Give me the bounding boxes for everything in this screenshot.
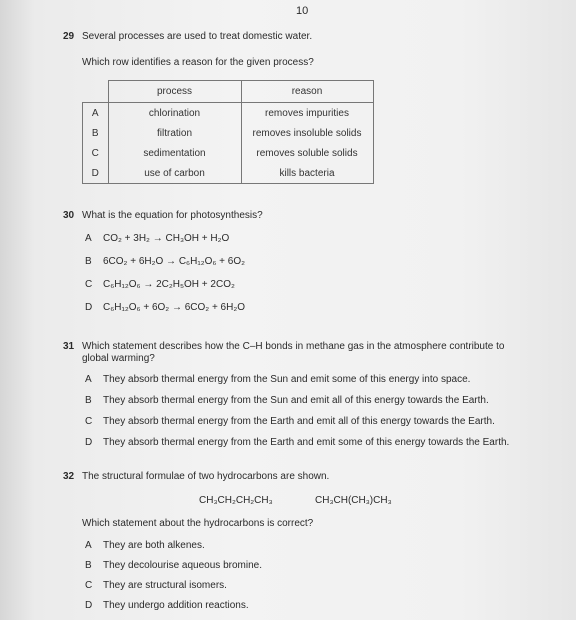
q32-number: 32	[63, 471, 75, 482]
header-reason: reason	[241, 81, 373, 103]
table-row	[83, 143, 374, 163]
row-reason: removes impurities	[241, 103, 373, 124]
q32-option-letter[interactable]: D	[85, 600, 93, 611]
q29-stem: Several processes are used to treat domestic water.	[82, 31, 313, 42]
q31-option-letter[interactable]: D	[85, 437, 93, 448]
q32-option-text: They undergo addition reactions.	[103, 600, 249, 611]
q31-option-text: They absorb thermal energy from the Earth and emit all of this energy towards the Earth.	[103, 416, 495, 427]
q29-table	[82, 80, 374, 184]
row-process: filtration	[108, 123, 241, 143]
q30-option-letter[interactable]: C	[85, 279, 93, 290]
q30-option-text: C₆H₁₂O₆ + 6O₂ → 6CO₂ + 6H₂O	[103, 302, 246, 313]
q30-option-letter[interactable]: A	[85, 233, 92, 244]
formula-butane: CH₃CH₂CH₂CH₃	[199, 495, 273, 506]
page-number: 10	[296, 5, 309, 17]
q32-option-letter[interactable]: A	[85, 540, 92, 551]
q30-option-letter[interactable]: B	[85, 256, 92, 267]
table-row	[83, 163, 374, 184]
row-reason: removes soluble solids	[241, 143, 373, 163]
row-process: chlorination	[108, 103, 241, 124]
q32-option-text: They are both alkenes.	[103, 540, 205, 551]
row-reason: kills bacteria	[241, 163, 373, 184]
q31-number: 31	[63, 341, 75, 352]
q32-question: Which statement about the hydrocarbons is correct?	[82, 518, 314, 529]
header-process: process	[108, 81, 241, 103]
q30-option-text: 6CO₂ + 6H₂O → C₆H₁₂O₆ + 6O₂	[103, 256, 246, 267]
q30-option-text: C₆H₁₂O₆ → 2C₂H₅OH + 2CO₂	[103, 279, 235, 290]
q31-option-text: They absorb thermal energy from the Sun and emit all of this energy towards the Earth.	[103, 395, 489, 406]
q32-option-text: They decolourise aqueous bromine.	[103, 560, 262, 571]
table-header-row	[83, 81, 374, 103]
q31-question-line2: global warming?	[82, 353, 155, 364]
q30-option-letter[interactable]: D	[85, 302, 93, 313]
q29-question: Which row identifies a reason for the given process?	[82, 57, 314, 68]
q32-stem: The structural formulae of two hydrocarbons are shown.	[82, 471, 330, 482]
q31-question-line1: Which statement describes how the C–H bonds in methane gas in the atmosphere contribute to	[82, 341, 505, 352]
q32-option-letter[interactable]: C	[85, 580, 93, 591]
row-process: use of carbon	[108, 163, 241, 184]
q31-option-letter[interactable]: C	[85, 416, 93, 427]
row-letter[interactable]: D	[83, 163, 109, 184]
row-letter[interactable]: B	[83, 123, 109, 143]
q31-option-letter[interactable]: B	[85, 395, 92, 406]
q31-option-text: They absorb thermal energy from the Earth and emit some of this energy towards the Earth.	[103, 437, 510, 448]
table-row	[83, 123, 374, 143]
table-row	[83, 103, 374, 124]
formula-methylpropane: CH₃CH(CH₃)CH₃	[315, 495, 392, 506]
q30-question: What is the equation for photosynthesis?	[82, 210, 263, 221]
row-letter[interactable]: A	[83, 103, 109, 124]
q30-number: 30	[63, 210, 75, 221]
row-reason: removes insoluble solids	[241, 123, 373, 143]
q32-option-letter[interactable]: B	[85, 560, 92, 571]
q32-option-text: They are structural isomers.	[103, 580, 227, 591]
row-letter[interactable]: C	[83, 143, 109, 163]
q31-option-text: They absorb thermal energy from the Sun and emit some of this energy into space.	[103, 374, 471, 385]
q30-option-text: CO₂ + 3H₂ → CH₃OH + H₂O	[103, 233, 230, 244]
row-process: sedimentation	[108, 143, 241, 163]
q31-option-letter[interactable]: A	[85, 374, 92, 385]
table-corner	[83, 81, 109, 103]
q29-number: 29	[63, 31, 75, 42]
